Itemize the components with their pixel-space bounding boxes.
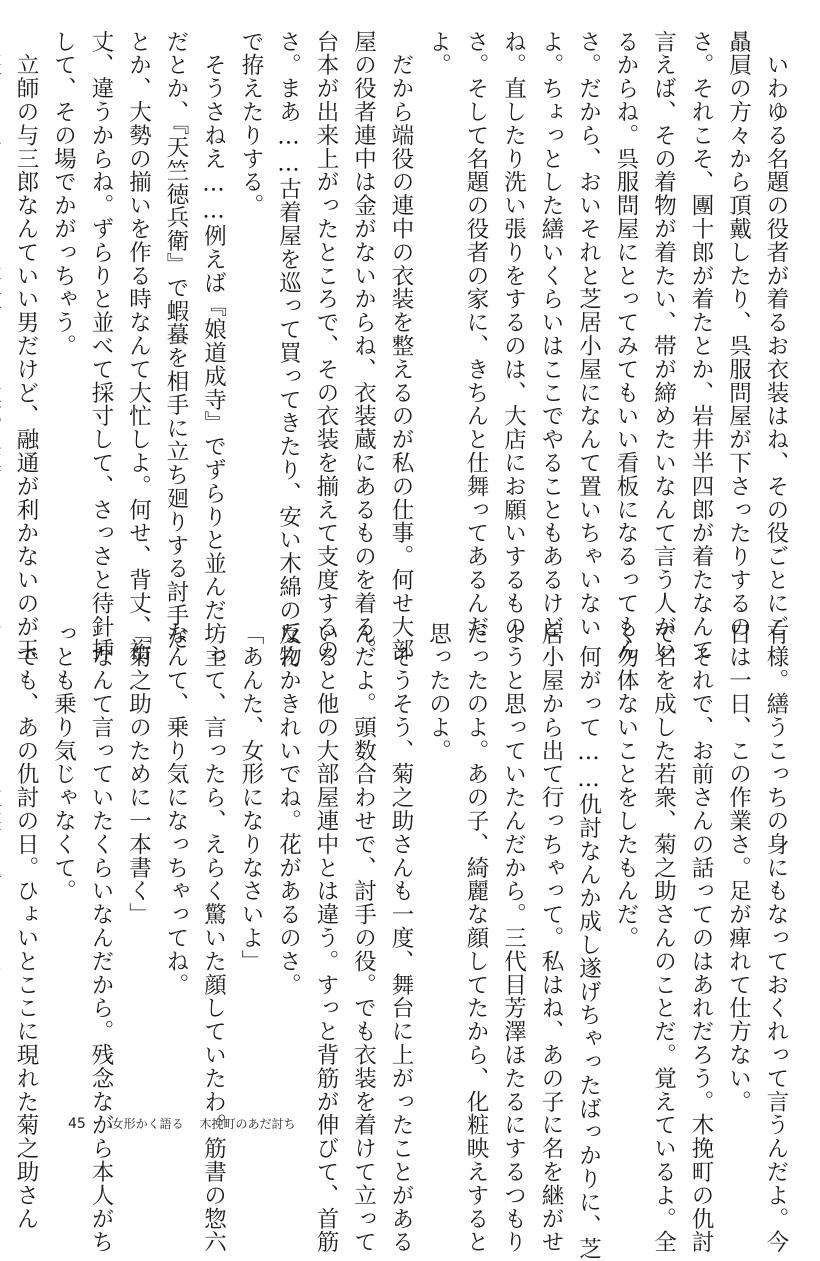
text-line: で拵えたりする。	[238, 30, 264, 218]
text-line: 日は一日、この作業さ。足が痺れて仕方ない。	[725, 622, 752, 1114]
text-line: で名を成した若衆、菊之助さんのことだ。覚えているよ。全	[650, 622, 677, 1254]
text-line: 丈、違うからね。ずらりと並べて採寸して、さっさと待針挿	[88, 30, 114, 662]
text-line: 思ったのよ。	[425, 622, 452, 763]
text-line: だったのよ。あの子、綺麗な顔してたから、化粧映えすると	[463, 622, 489, 1254]
page-footer	[68, 1115, 296, 1132]
text-line: なんて、乗り気になっちゃってね。	[163, 622, 189, 997]
text-line: るからね。呉服問屋にとってみてもいい看板になるってもん	[613, 30, 639, 662]
text-line: 言えば、その着物が着たい、帯が締めたいなんて言う人がい	[650, 30, 677, 662]
text-line: 「あんた、女形になりなさいよ」	[238, 622, 264, 973]
text-line: ようと思っていたんだから。三代目芳澤ほたるにするつもり	[500, 622, 527, 1254]
text-line: だから端役の連中の衣装を整えるのが私の仕事。何せ大部	[388, 30, 414, 662]
text-line: さ。そして名題の役者の家に、きちんと仕舞ってあるんだ	[463, 30, 489, 639]
text-line: ね。直したり洗い張りをするのは、大店にお願いするもの	[500, 30, 527, 639]
text-line: っとも乗り気じゃなくて。	[50, 622, 77, 903]
text-line: 何がって……仇討なんか成し遂げちゃったばっかりに、芝	[575, 622, 602, 1261]
text-line: さ。まあ……古着屋を巡って買ってきたり、安い木綿の反物	[275, 30, 302, 669]
text-line: だとか、『天竺徳兵衛』で蝦蟇を相手に立ち廻りする討手だ	[163, 30, 189, 651]
text-line: 有様。繕うこっちの身にもなっておくれって言うんだよ。今	[763, 622, 789, 1254]
text-line: く勿体ないことをしたもんだ。	[613, 622, 639, 950]
text-line: なんて言っていたくらいなんだから。残念ながら本人がち	[88, 622, 114, 1254]
text-line: さ。それこそ、團十郎が着たとか、岩井半四郎が着たなんて	[688, 30, 714, 662]
text-line: それで、お前さんの話ってのはあれだろう。木挽町の仇討	[688, 622, 714, 1254]
text-line: とか、大勢の揃いを作る時なんて大忙しよ。何せ、背丈、裄	[125, 30, 152, 662]
text-block-upper	[13, 30, 794, 669]
text-line: んだよ。頭数合わせで、討手の役。でも衣装を着けて立って	[350, 622, 377, 1254]
text-line: そうそう、菊之助さんも一度、舞台に上がったことがある	[388, 622, 414, 1254]
text-line: よ。ちょっとした繕いくらいはここでやることもあるけど	[538, 30, 564, 639]
book-title: 女形かく語る	[111, 1117, 184, 1131]
text-line: なんかきれいでね。花があるのさ。	[275, 622, 302, 997]
text-line	[0, 30, 7, 585]
text-line: 贔屓の方々から頂戴したり、呉服問屋が下さったりするの	[725, 30, 752, 639]
text-line: 居小屋から出て行っちゃって。私はね、あの子に名を継がせ	[538, 622, 564, 1254]
text-line: さ。だから、おいそれと芝居小屋になんて置いちゃいない	[575, 30, 602, 639]
text-line: でも、あの仇討の日。ひょいとここに現れた菊之助さん	[13, 622, 39, 1231]
text-line: いわゆる名題の役者が着るお衣装はね、その役ごとにご	[763, 30, 789, 639]
text-line: 「菊之助のために一本書く」	[125, 622, 152, 927]
text-line: いると他の大部屋連中とは違う。すっと背筋が伸びて、首筋	[313, 622, 339, 1254]
page-number: 45	[68, 1116, 86, 1132]
text-line: って、言ったら、えらく驚いた顔していたわ。筋書の惣六	[200, 622, 227, 1254]
text-line	[0, 622, 7, 1092]
text-line: よ。	[425, 30, 452, 77]
chapter-title: 木挽町のあだ討ち	[199, 1117, 296, 1131]
text-line: 立師の与三郎なんていい男だけど、融通が利かないのが玉	[13, 30, 39, 662]
text-line: 台本が出来上がったところで、その衣装を揃えて支度するの	[313, 30, 339, 662]
text-line: 屋の役者連中は金がないからね、衣装蔵にあるものを着る。	[350, 30, 377, 662]
text-line: して、その場でかがっちゃう。	[50, 30, 77, 358]
text-line: そうさねえ……例えば『娘道成寺』でずらりと並んだ坊主	[200, 30, 227, 669]
